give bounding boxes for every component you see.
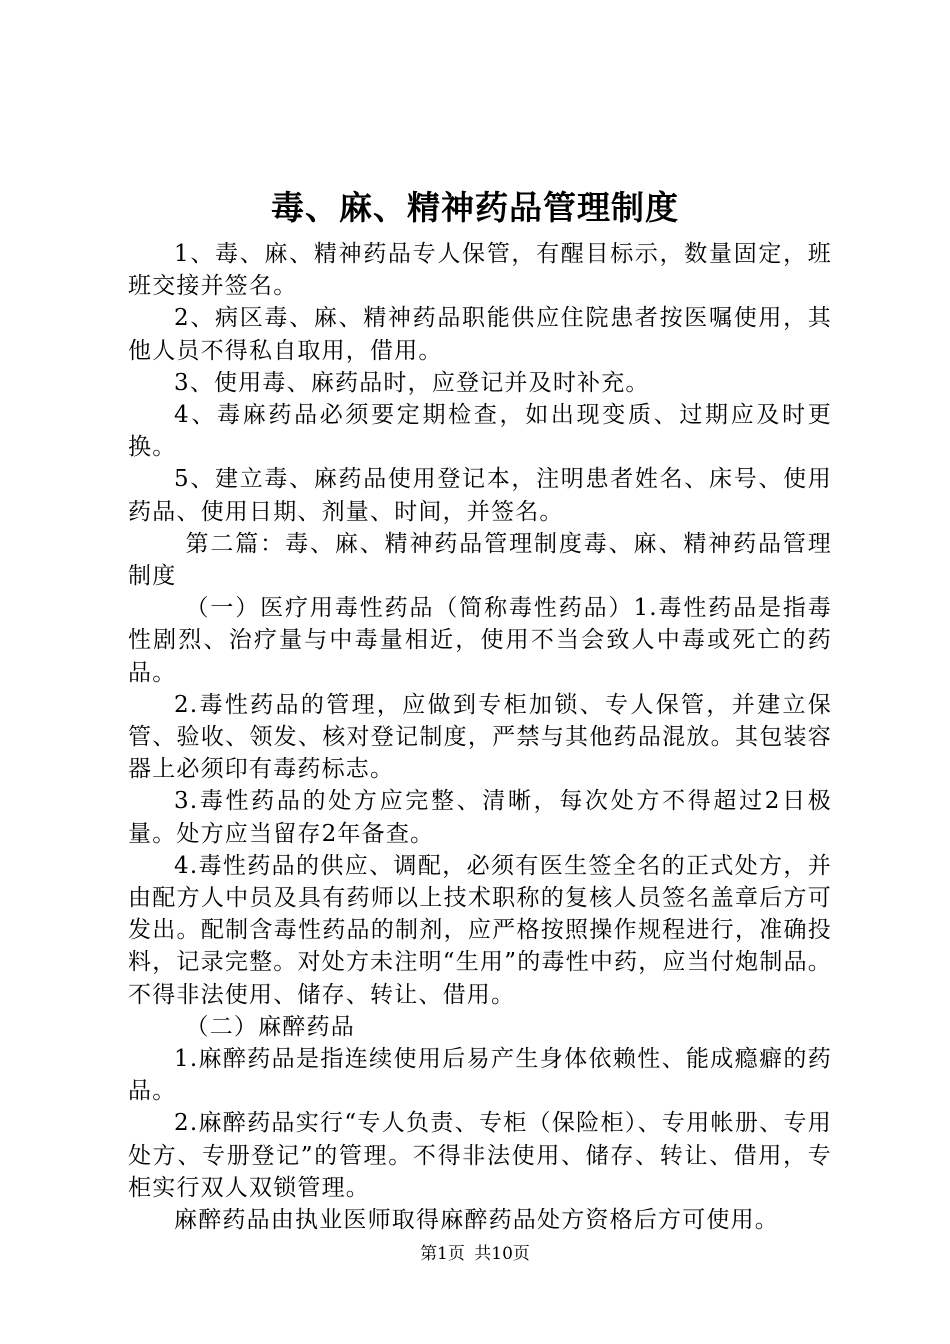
paragraph-3: 3、使用毒、麻药品时，应登记并及时补充。	[174, 369, 650, 396]
paragraph-toxic-drugs-3: 3.毒性药品的处方应完整、清晰，每次处方不得超过2日极量。处方应当留存2年备查。	[128, 788, 832, 847]
page-footer	[0, 1242, 950, 1266]
paragraph-anesthetic-heading: （二）麻醉药品	[185, 1013, 355, 1040]
paragraph-toxic-drugs-2: 2.毒性药品的管理，应做到专柜加锁、专人保管，并建立保管、验收、领发、核对登记制度，严禁与其他药品混放。其包装容器上必须印有毒药标志。	[128, 691, 832, 783]
page-number: 第1页	[420, 1244, 465, 1264]
document-body	[128, 238, 832, 1236]
paragraph-5: 5、建立毒、麻药品使用登记本，注明患者姓名、床号、使用药品、使用日期、剂量、时间，并签名。	[128, 466, 832, 525]
paragraph-toxic-drugs-intro: （一）医疗用毒性药品（简称毒性药品）1.毒性药品是指毒性剧烈、治疗量与中毒量相近，使用不当会致人中毒或死亡的药品。	[128, 595, 832, 686]
paragraph-toxic-drugs-4: 4.毒性药品的供应、调配，必须有医生签全名的正式处方，并由配方人中员及具有药师以上技术职称的复核人员签名盖章后方可发出。配制含毒性药品的制剂，应严格按照操作规程进行，准确投料，记录完整。对处方未注明“生用”的毒性中药，应当付炮制品。不得非法使用、储存、转让、借用。	[128, 852, 832, 1008]
paragraph-anesthetic-2: 2.麻醉药品实行“专人负责、专柜（保险柜）、专用帐册、专用处方、专册登记”的管理。不得非法使用、储存、转让、借用，专柜实行双人双锁管理。	[128, 1110, 832, 1201]
document-title: 毒、麻、精神药品管理制度	[271, 188, 679, 227]
paragraph-1: 1、毒、麻、精神药品专人保管，有醒目标示，数量固定，班班交接并签名。	[128, 241, 832, 300]
paragraph-anesthetic-3: 麻醉药品由执业医师取得麻醉药品处方资格后方可使用。	[174, 1207, 779, 1234]
paragraph-anesthetic-1: 1.麻醉药品是指连续使用后易产生身体依赖性、能成瘾癖的药品。	[128, 1046, 832, 1105]
paragraph-2: 2、病区毒、麻、精神药品职能供应住院患者按医嘱使用，其他人员不得私自取用，借用。	[128, 305, 832, 364]
paragraph-second-section-heading: 第二篇：毒、麻、精神药品管理制度毒、麻、精神药品管理制度	[128, 530, 832, 590]
paragraph-4: 4、毒麻药品必须要定期检查，如出现变质、过期应及时更换。	[128, 402, 832, 461]
page-total: 共10页	[474, 1244, 530, 1264]
